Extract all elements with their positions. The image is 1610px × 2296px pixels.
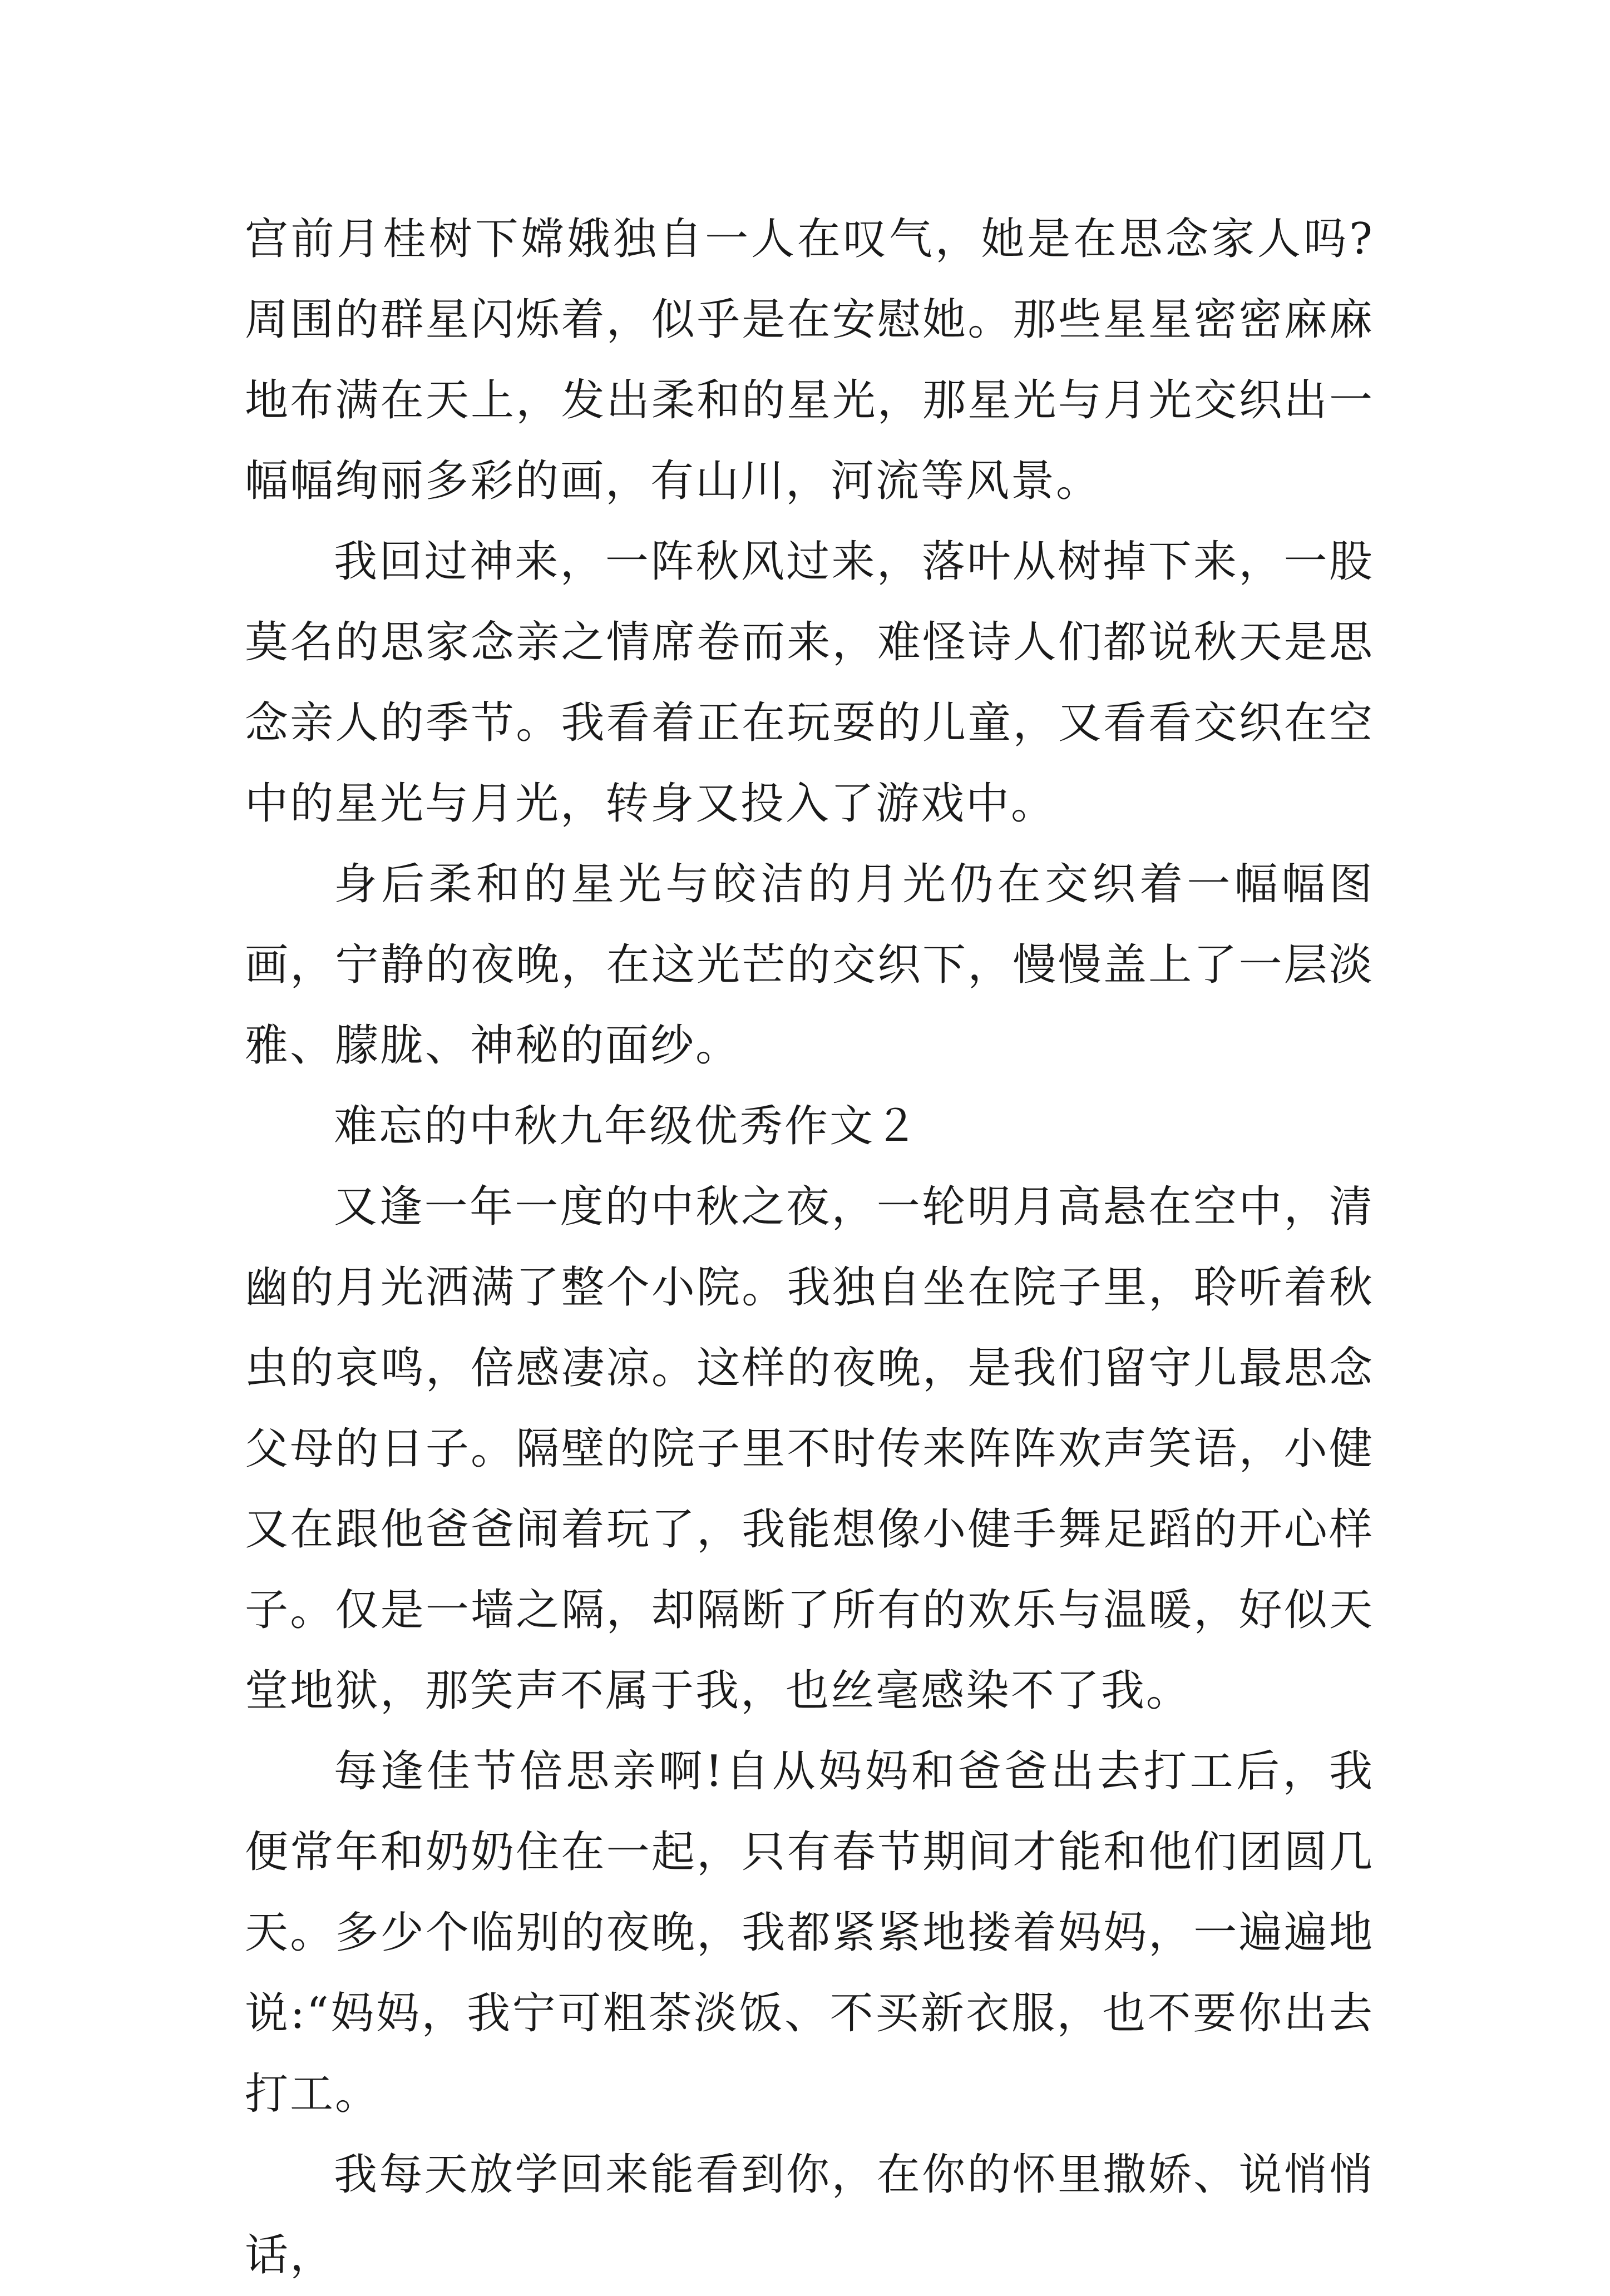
paragraph-3: 身后柔和的星光与皎洁的月光仍在交织着一幅幅图画，宁静的夜晚，在这光芒的交织下，慢慢盖上了一层淡雅、朦胧、神秘的面纱。 [245, 859, 1374, 1071]
paragraph-1: 宫前月桂树下嫦娥独自一人在叹气，她是在思念家人吗?周围的群星闪烁着，似乎是在安慰她。那些星星密密麻麻地布满在天上，发出柔和的星光，那星光与月光交织出一幅幅绚丽多彩的画，有山川，河流等风景。 [245, 214, 1374, 506]
paragraph-5: 每逢佳节倍思亲啊!自从妈妈和爸爸出去打工后，我便常年和奶奶住在一起，只有春节期间才能和他们团圆几天。多少个临别的夜晚，我都紧紧地搂着妈妈，一遍遍地说:“妈妈，我宁可粗茶淡饭、不买新衣服，也不要你出去打工。 [245, 1746, 1374, 2119]
essay-body [245, 199, 1374, 2296]
paragraph-4: 又逢一年一度的中秋之夜，一轮明月高悬在空中，清幽的月光洒满了整个小院。我独自坐在院子里，聆听着秋虫的哀鸣，倍感凄凉。这样的夜晚，是我们留守儿最思念父母的日子。隔壁的院子里不时传来阵阵欢声笑语，小健又在跟他爸爸闹着玩了，我能想像小健手舞足蹈的开心样子。仅是一墙之隔，却隔断了所有的欢乐与温暖，好似天堂地狱，那笑声不属于我，也丝毫感染不了我。 [245, 1182, 1374, 1716]
essay-title: 难忘的中秋九年级优秀作文２ [334, 1101, 920, 1151]
paragraph-2: 我回过神来，一阵秋风过来，落叶从树掉下来，一股莫名的思家念亲之情席卷而来，难怪诗人们都说秋天是思念亲人的季节。我看着正在玩耍的儿童，又看看交织在空中的星光与月光，转身又投入了游戏中。 [245, 537, 1374, 829]
paragraph-6: 我每天放学回来能看到你，在你的怀里撒娇、说悄悄话， [245, 2150, 1374, 2280]
